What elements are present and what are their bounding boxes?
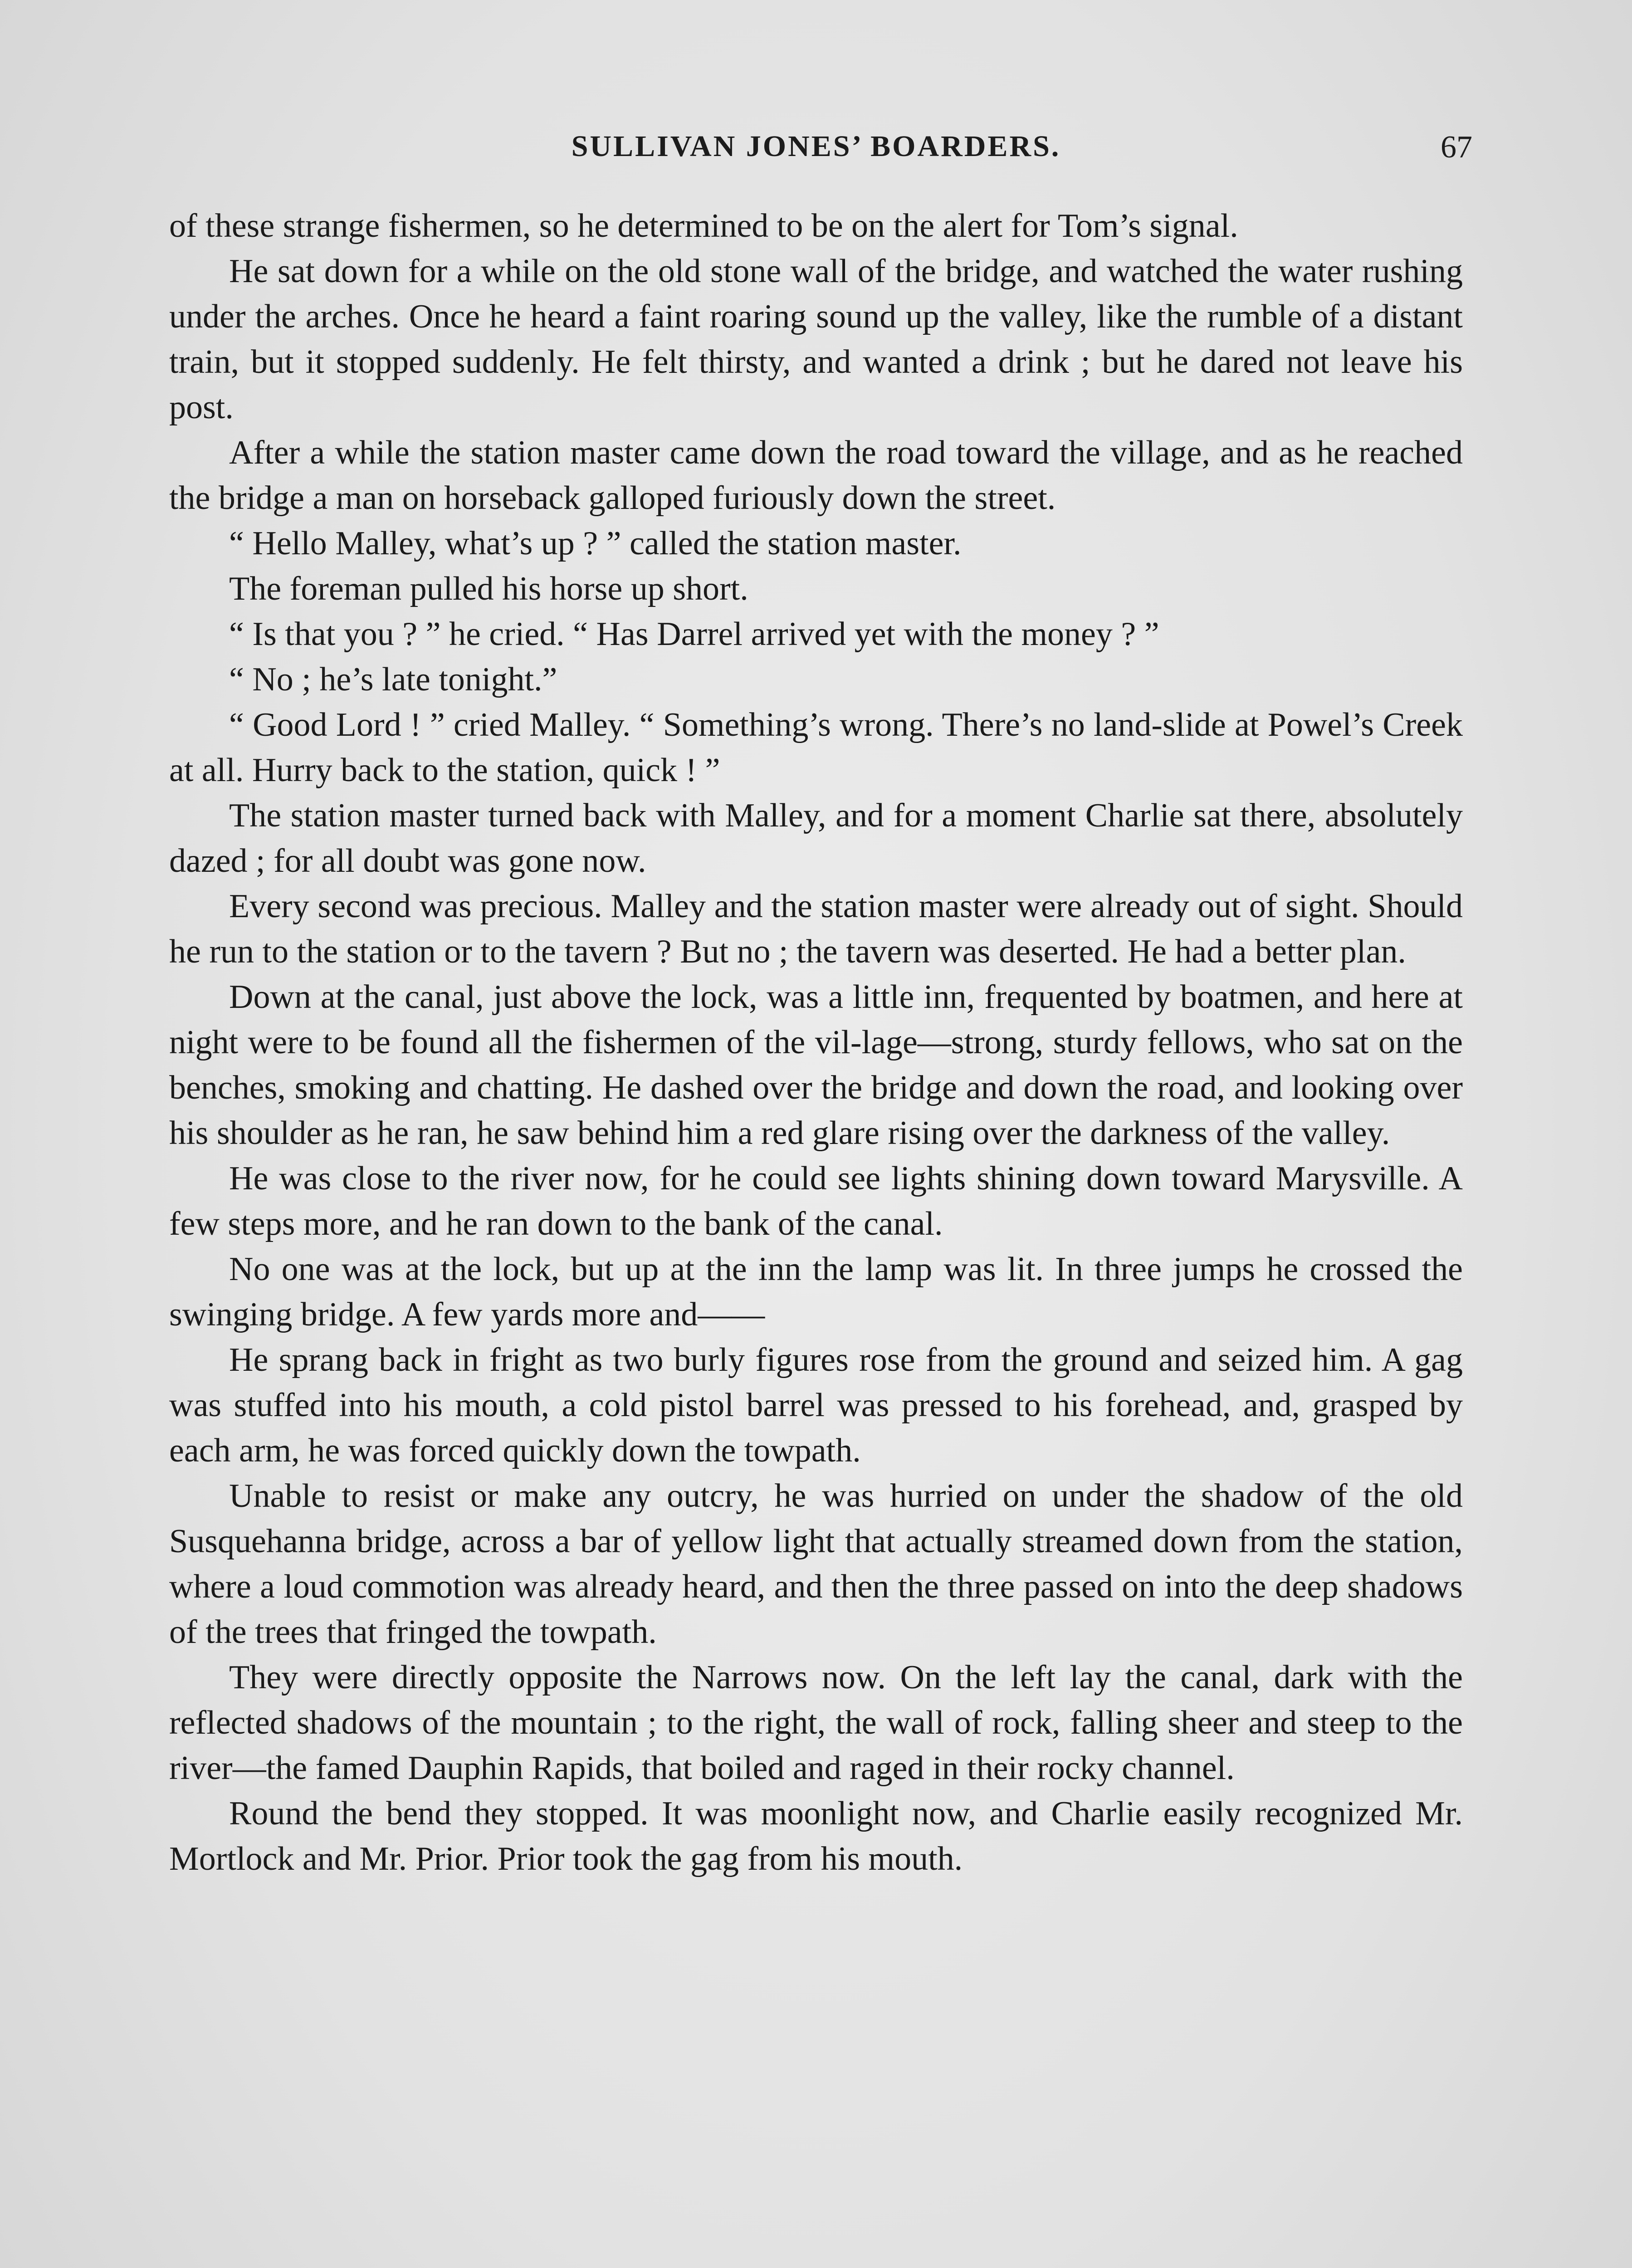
- paragraph: “ No ; he’s late tonight.”: [229, 661, 557, 698]
- paragraph: He sprang back in fright as two burly figures rose from the ground and seized him. A gag was stuffed into his mouth, a cold pistol barrel was pressed to his forehead, and, grasped by each arm, he was forced quickly down the towpath.: [169, 1341, 1463, 1469]
- paragraph: They were directly opposite the Narrows now. On the left lay the canal, dark with the reflected shadows of the mountain ; to the right, the wall of rock, falling sheer and steep to the river—the famed Dauphin Rapids, that boiled and raged in their rocky channel.: [169, 1659, 1463, 1787]
- body-text: [169, 203, 1463, 1882]
- paragraph: “ Good Lord ! ” cried Malley. “ Something’s wrong. There’s no land-slide at Powel’s Creek at all. Hurry back to the station, quick ! ”: [169, 706, 1463, 789]
- paragraph: No one was at the lock, but up at the inn the lamp was lit. In three jumps he crossed the swinging bridge. A few yards more and——: [169, 1251, 1463, 1333]
- paragraph: He was close to the river now, for he could see lights shining down toward Marysville. A few steps more, and he ran down to the bank of the canal.: [169, 1160, 1463, 1242]
- paragraph: Round the bend they stopped. It was moonlight now, and Charlie easily recognized Mr. Mortlock and Mr. Prior. Prior took the gag from his mouth.: [169, 1795, 1463, 1877]
- paragraph: After a while the station master came down the road toward the village, and as he reached the bridge a man on horseback galloped furiously down the street.: [169, 434, 1463, 517]
- running-head: SULLIVAN JONES’ BOARDERS.: [571, 130, 1061, 163]
- paragraph: “ Is that you ? ” he cried. “ Has Darrel arrived yet with the money ? ”: [229, 616, 1159, 653]
- paragraph: Every second was precious. Malley and the station master were already out of sight. Should he run to the station or to the tavern ? But no ; the tavern was deserted. He had a better plan.: [169, 888, 1463, 970]
- paragraph: The foreman pulled his horse up short.: [229, 570, 748, 607]
- paragraph: “ Hello Malley, what’s up ? ” called the station master.: [229, 525, 962, 562]
- page-number: 67: [1441, 130, 1472, 165]
- paragraph: of these strange fishermen, so he determined to be on the alert for Tom’s signal.: [169, 207, 1238, 244]
- paragraph: Down at the canal, just above the lock, was a little inn, frequented by boatmen, and here at night were to be found all the fishermen of the vil-lage—strong, sturdy fellows, who sat on the benches, smoking and chatting. He dashed over the bridge and down the road, and looking over his shoulder as he ran, he saw behind him a red glare rising over the darkness of the valley.: [169, 978, 1463, 1152]
- paragraph: He sat down for a while on the old stone wall of the bridge, and watched the water rushing under the arches. Once he heard a faint roaring sound up the valley, like the rumble of a distant train, but it stopped suddenly. He felt thirsty, and wanted a drink ; but he dared not leave his post.: [169, 253, 1463, 426]
- page-header: [0, 129, 1632, 179]
- paragraph: The station master turned back with Malley, and for a moment Charlie sat there, absolutely dazed ; for all doubt was gone now.: [169, 797, 1463, 880]
- paragraph: Unable to resist or make any outcry, he was hurried on under the shadow of the old Susquehanna bridge, across a bar of yellow light that actually streamed down from the station, where a loud commotion was already heard, and then the three passed on into the deep shadows of the trees that fringed the towpath.: [169, 1477, 1463, 1651]
